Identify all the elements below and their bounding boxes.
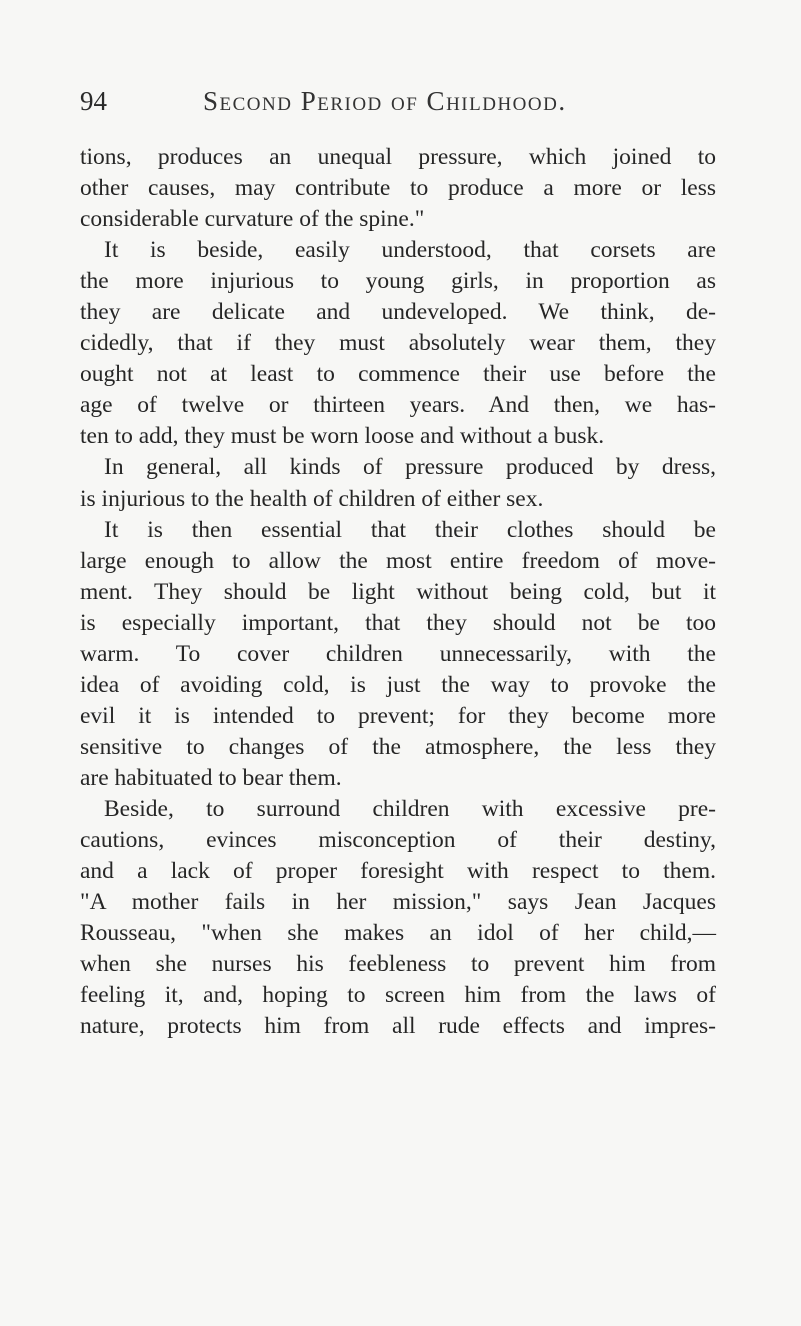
- body-text: [80, 142, 716, 1042]
- text-line: It is beside, easily understood, that corsets are: [104, 237, 716, 264]
- text-line: sensitive to changes of the atmosphere, the less they: [80, 733, 716, 760]
- running-title: Second Period of Childhood.: [203, 86, 567, 116]
- text-line: the more injurious to young girls, in proportion as: [80, 268, 716, 295]
- text-line: is injurious to the health of children of either sex.: [80, 485, 544, 512]
- text-line: feeling it, and, hoping to screen him from the laws of: [80, 982, 716, 1009]
- text-line: ten to add, they must be worn loose and without a busk.: [80, 423, 605, 450]
- text-line: cautions, evinces misconception of their destiny,: [80, 827, 716, 854]
- text-line: idea of avoiding cold, is just the way to provoke the: [80, 671, 716, 698]
- text-line: ment. They should be light without being cold, but it: [80, 578, 716, 605]
- text-line: large enough to allow the most entire freedom of move-: [80, 547, 716, 574]
- text-line: they are delicate and undeveloped. We think, de-: [80, 299, 716, 326]
- page-number: 94: [80, 86, 107, 116]
- text-line: other causes, may contribute to produce a more or less: [80, 175, 716, 202]
- text-line: In general, all kinds of pressure produced by dress,: [104, 454, 716, 481]
- text-line: Beside, to surround children with excessive pre-: [104, 795, 716, 822]
- running-head: [80, 86, 720, 126]
- text-line: "A mother fails in her mission," says Jean Jacques: [80, 889, 716, 916]
- text-line: when she nurses his feebleness to prevent him from: [80, 951, 716, 978]
- text-line: cidedly, that if they must absolutely wear them, they: [80, 330, 716, 357]
- text-line: is especially important, that they should not be too: [80, 609, 716, 636]
- text-line: are habituated to bear them.: [80, 764, 342, 791]
- text-line: It is then essential that their clothes should be: [104, 516, 716, 543]
- text-line: age of twelve or thirteen years. And then, we has-: [80, 392, 716, 419]
- text-line: nature, protects him from all rude effects and impres-: [80, 1013, 716, 1040]
- text-line: evil it is intended to prevent; for they become more: [80, 702, 716, 729]
- text-line: considerable curvature of the spine.": [80, 206, 425, 233]
- text-line: ought not at least to commence their use before the: [80, 361, 716, 388]
- text-line: and a lack of proper foresight with respect to them.: [80, 858, 716, 885]
- text-line: tions, produces an unequal pressure, which joined to: [80, 144, 716, 170]
- text-line: Rousseau, "when she makes an idol of her child,—: [80, 920, 716, 947]
- text-line: warm. To cover children unnecessarily, with the: [80, 640, 716, 667]
